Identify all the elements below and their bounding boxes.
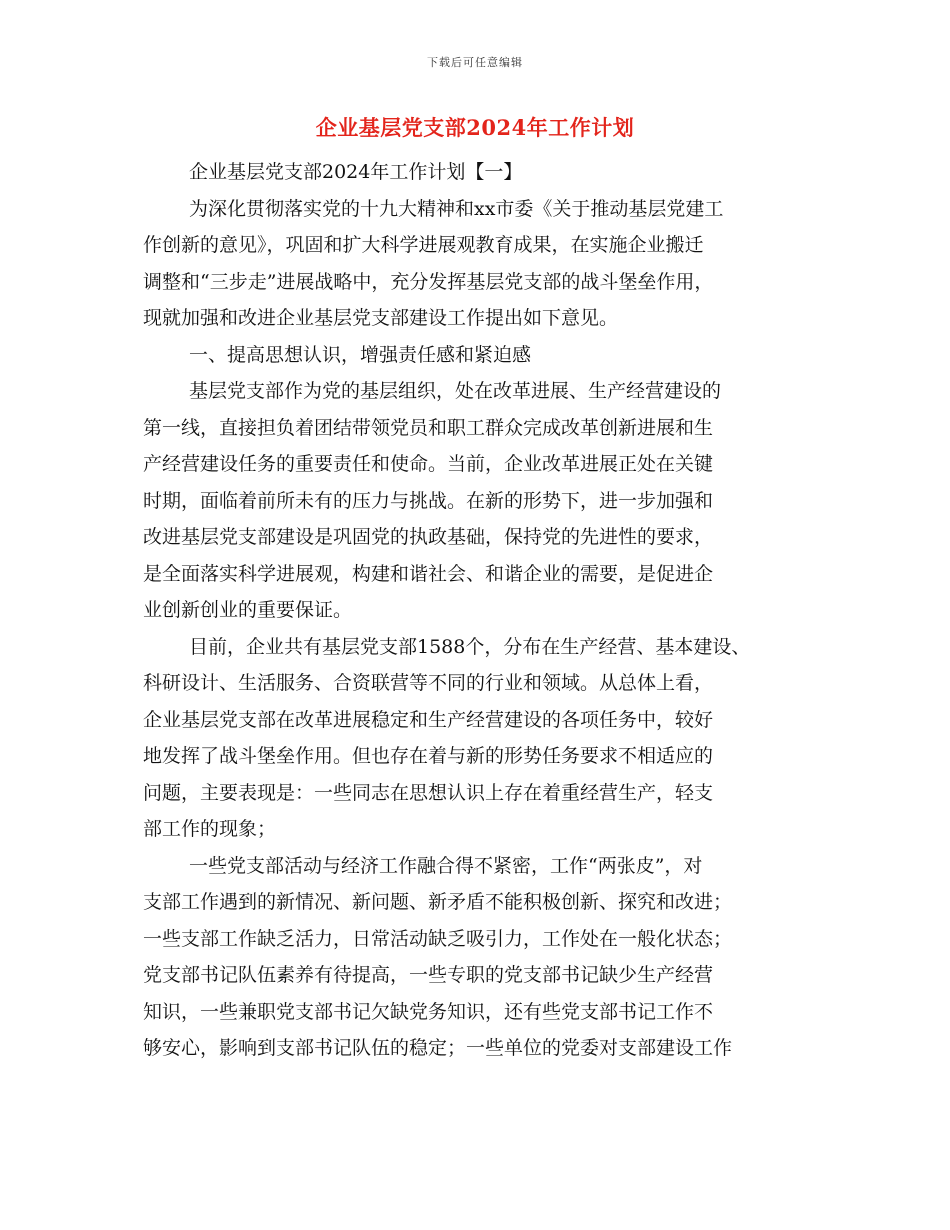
text-line: 党支部书记队伍素养有待提高，一些专职的党支部书记缺少生产经营 <box>143 964 714 986</box>
text-line: 基层党支部作为党的基层组织，处在改革进展、生产经营建设的 <box>189 380 722 402</box>
text-line: 部工作的现象； <box>143 818 277 840</box>
text-line: 时期，面临着前所未有的压力与挑战。在新的形势下，进一步加强和 <box>143 489 714 512</box>
text-line: 企业基层党支部2024年工作计划【一】 <box>189 161 523 183</box>
text-line: 支部工作遇到的新情况、新问题、新矛盾不能积极创新、探究和改进； <box>143 891 733 913</box>
text-line: 是全面落实科学进展观，构建和谐社会、和谐企业的需要，是促进企 <box>143 562 714 585</box>
text-line: 知识，一些兼职党支部书记欠缺党务知识，还有些党支部书记工作不 <box>143 1000 714 1023</box>
text-line: 业创新创业的重要保证。 <box>143 599 353 621</box>
text-line: 地发挥了战斗堡垒作用。但也存在着与新的形势任务要求不相适应的 <box>143 745 714 767</box>
text-line: 科研设计、生活服务、合资联营等不同的行业和领域。从总体上看， <box>143 672 714 694</box>
text-line: 企业基层党支部在改革进展稳定和生产经营建设的各项任务中，较好 <box>143 708 714 731</box>
text-line: 作创新的意见》，巩固和扩大科学进展观教育成果，在实施企业搬迁 <box>143 234 704 256</box>
text-line: 产经营建设任务的重要责任和使命。当前，企业改革进展正处在关键 <box>143 453 714 475</box>
text-line: 调整和“三步走”进展战略中，充分发挥基层党支部的战斗堡垒作用， <box>143 270 714 293</box>
page-header-note: 下载后可任意编辑 <box>427 56 523 69</box>
section-heading: 一、提高思想认识，增强责任感和紧迫感 <box>189 343 532 366</box>
document-body <box>143 154 823 1067</box>
text-line: 第一线，直接担负着团结带领党员和职工群众完成改革创新进展和生 <box>143 416 714 439</box>
text-line: 为深化贯彻落实党的十九大精神和xx市委《关于推动基层党建工 <box>189 197 724 220</box>
text-line: 现就加强和改进企业基层党支部建设工作提出如下意见。 <box>143 307 619 329</box>
text-line: 够安心，影响到支部书记队伍的稳定；一些单位的党委对支部建设工作 <box>143 1037 733 1059</box>
text-line: 改进基层党支部建设是巩固党的执政基础，保持党的先进性的要求， <box>143 526 714 548</box>
text-line: 一些支部工作缺乏活力，日常活动缺乏吸引力，工作处在一般化状态； <box>143 927 733 950</box>
text-line: 目前，企业共有基层党支部1588个，分布在生产经营、基本建设、 <box>189 635 751 658</box>
text-line: 一些党支部活动与经济工作融合得不紧密，工作“两张皮”，对 <box>189 854 703 877</box>
document-title: 企业基层党支部2024年工作计划 <box>315 115 635 140</box>
text-line: 问题，主要表现是：一些同志在思想认识上存在着重经营生产，轻支 <box>143 781 714 804</box>
